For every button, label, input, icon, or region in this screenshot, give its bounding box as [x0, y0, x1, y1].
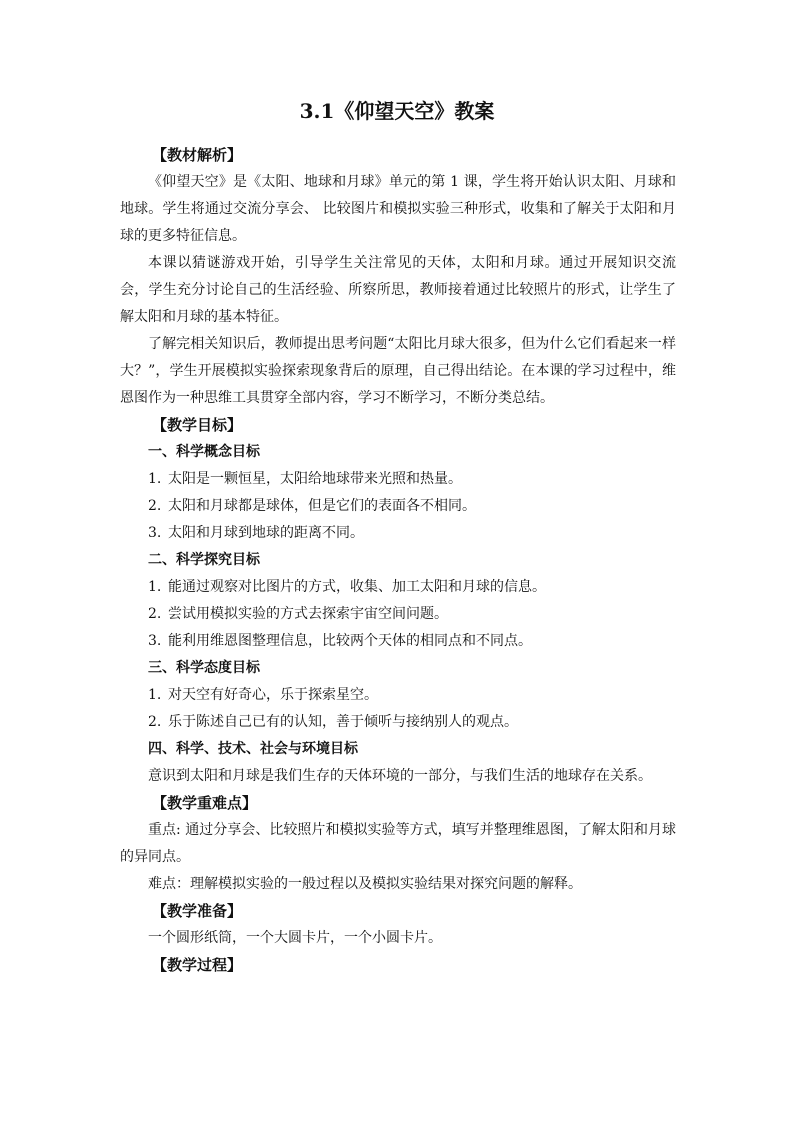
list-item	[148, 601, 676, 628]
goal-group-heading: 三、科学态度目标	[148, 660, 260, 676]
list-item-number: 3.	[148, 633, 162, 649]
list-item-text: 太阳和月球到地球的距离不同。	[168, 525, 364, 541]
list-item	[148, 574, 676, 601]
list-item-text: 乐于陈述自己已有的认知，善于倾听与接纳别人的观点。	[168, 714, 518, 730]
list-item-text: 太阳和月球都是球体，但是它们的表面各不相同。	[168, 498, 476, 514]
list-item	[148, 682, 676, 709]
goal-group-heading: 四、科学、技术、社会与环境目标	[148, 741, 358, 757]
list-item	[148, 493, 676, 520]
list-item-text: 对天空有好奇心，乐于探索星空。	[168, 687, 378, 703]
goal-group-heading: 二、科学探究目标	[148, 552, 260, 568]
list-item-number: 2.	[148, 606, 162, 622]
list-item	[148, 466, 676, 493]
list-item-text: 太阳是一颗恒星，太阳给地球带来光照和热量。	[168, 471, 462, 487]
analysis-paragraph-2: 本课以猜谜游戏开始，引导学生关注常见的天体，太阳和月球。通过开展知识交流会，学生充分讨论自己的生活经验、所察所思，教师接着通过比较照片的形式，让学生了解太阳和月球的基本特征。	[120, 255, 676, 325]
list-item-number: 1.	[148, 471, 162, 487]
list-item-number: 1.	[148, 687, 162, 703]
list-item-number: 2.	[148, 498, 162, 514]
section-goals-heading: 【教学目标】	[152, 416, 243, 434]
list-item-text: 能利用维恩图整理信息，比较两个天体的相同点和不同点。	[168, 633, 532, 649]
list-item-number: 3.	[148, 525, 162, 541]
document-body	[120, 142, 676, 979]
list-item-text: 尝试用模拟实验的方式去探索宇宙空间问题。	[168, 606, 448, 622]
difficult-point-paragraph: 难点：理解模拟实验的一般过程以及模拟实验结果对探究问题的解释。	[148, 876, 582, 892]
section-process-heading: 【教学过程】	[152, 956, 243, 974]
prep-text: 一个圆形纸筒，一个大圆卡片，一个小圆卡片。	[148, 930, 442, 946]
section-prep-heading: 【教学准备】	[152, 902, 243, 920]
analysis-paragraph-3: 了解完相关知识后，教师提出思考问题“太阳比月球大很多，但为什么它们看起来一样大？”，学生开展模拟实验探索现象背后的原理，自己得出结论。在本课的学习过程中，维恩图作为一种思维工具贯穿全部内容，学习不断学习，不断分类总结。	[120, 336, 676, 406]
list-item	[148, 520, 676, 547]
analysis-paragraph-1: 《仰望天空》是《太阳、地球和月球》单元的第 1 课，学生将开始认识太阳、月球和地球。学生将通过交流分享会、 比较图片和模拟实验三种形式，收集和了解关于太阳和月球的更多特征信息。	[120, 174, 676, 244]
list-item-number: 2.	[148, 714, 162, 730]
goal-group-heading: 一、科学概念目标	[148, 444, 260, 460]
key-point-paragraph: 重点: 通过分享会、比较照片和模拟实验等方式，填写并整理维恩图，了解太阳和月球的异同点。	[120, 822, 676, 865]
list-item	[148, 628, 676, 655]
list-item-number: 1.	[148, 579, 162, 595]
list-item-text: 能通过观察对比图片的方式，收集、加工太阳和月球的信息。	[168, 579, 546, 595]
stse-text: 意识到太阳和月球是我们生存的天体环境的一部分，与我们生活的地球存在关系。	[148, 768, 652, 784]
section-analysis-heading: 【教材解析】	[152, 146, 243, 164]
page-title: 3.1《仰望天空》教案	[299, 99, 495, 123]
section-key-points-heading: 【教学重难点】	[152, 794, 258, 812]
list-item	[148, 709, 676, 736]
